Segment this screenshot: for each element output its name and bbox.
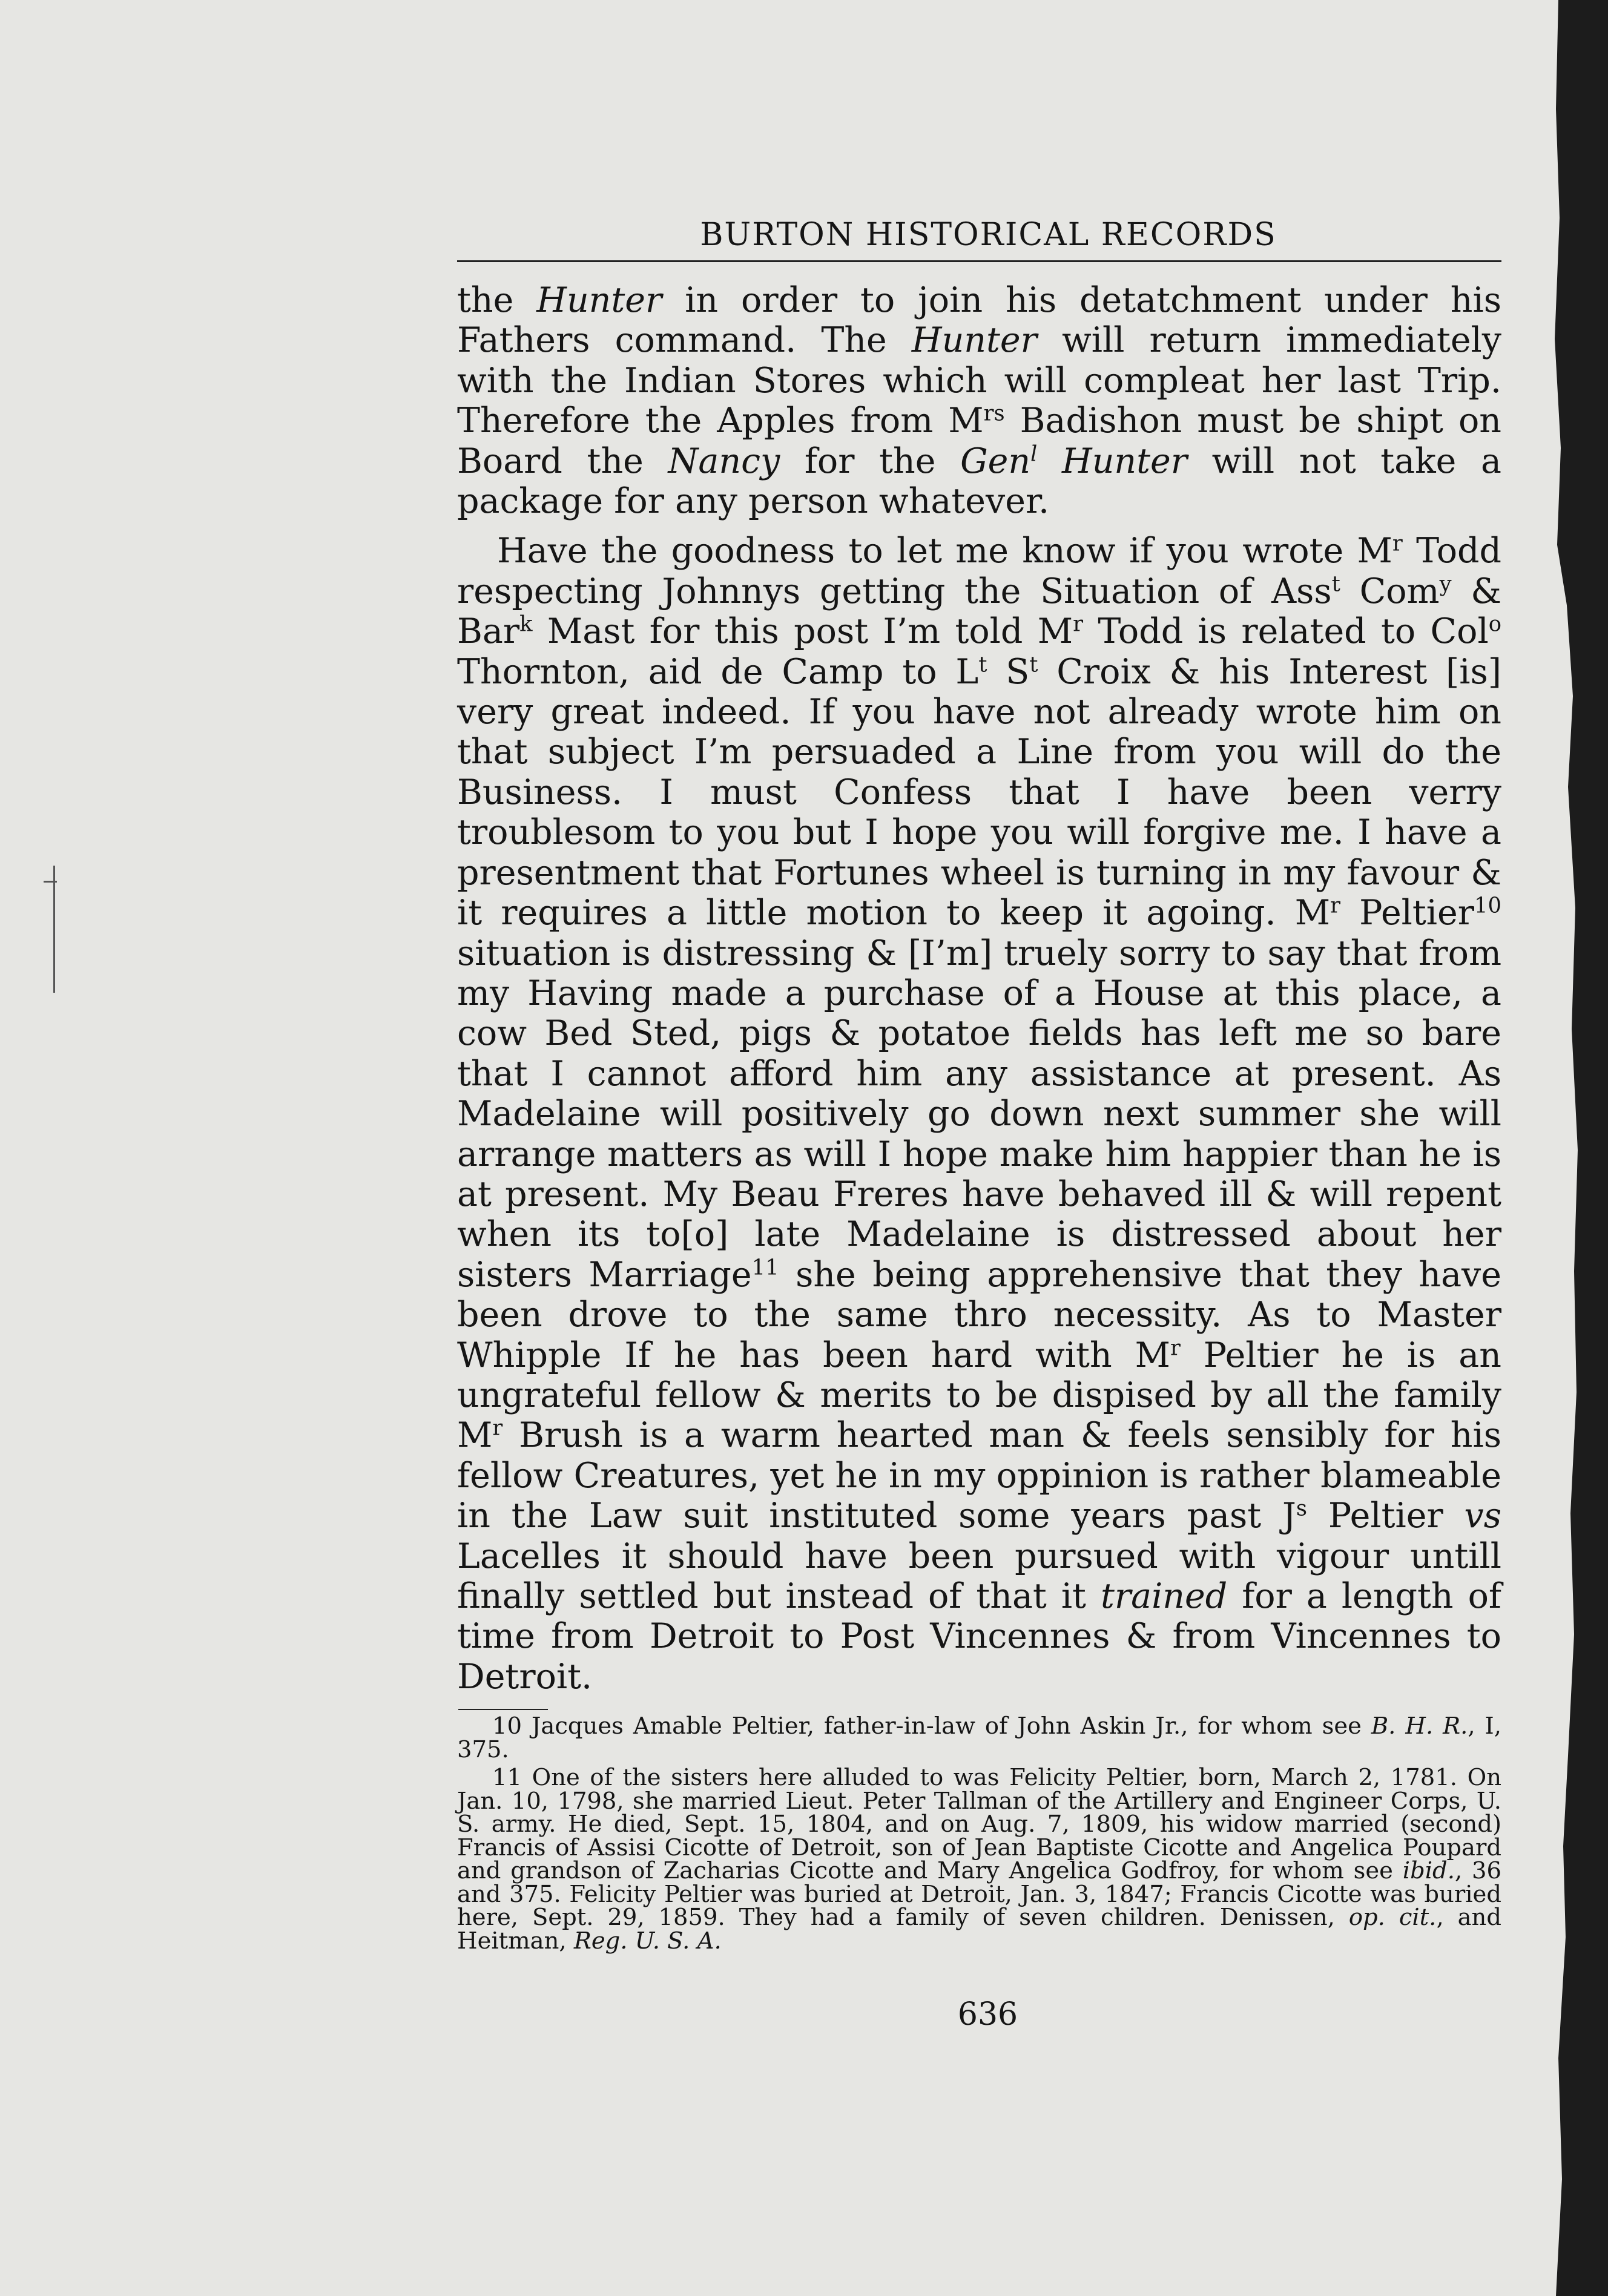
page-number: 636 [957,1996,1018,2033]
text-run: & Bar [457,571,1501,652]
superscript: y [1439,571,1452,597]
letter-text [457,280,1501,1697]
text-run: the [457,280,537,320]
italic-text: Nancy [668,441,780,481]
text-run: Peltier he is an ungrateful fellow & merits to be dispised by all the family M [457,1335,1502,1456]
text-run: Mast for this post I’m told M [532,611,1073,652]
superscript: l [1030,441,1038,467]
paper-crease [53,866,55,993]
body-paragraph [457,280,1501,521]
running-head: BURTON HISTORICAL RECORDS [700,217,1277,253]
text-run: Todd respecting Johnnys getting the Situation of Ass [457,531,1501,611]
italic-text: Hunter [1061,441,1187,481]
text-run: Badishon must be shipt on Board the [457,401,1501,481]
torn-page-edge [1550,0,1608,2296]
body-paragraph [457,531,1501,1697]
superscript: r [1392,531,1403,557]
italic-text: op. cit. [1348,1904,1437,1932]
superscript: r [1170,1335,1181,1361]
text-run: Lacelles it should have been pursued with vigour untill finally settled but instead of that it [457,1536,1501,1616]
text-run [1037,441,1062,481]
text-run: , 36 and 375. Felicity Peltier was buried at Detroit, Jan. 3, 1847; Francis Cicotte was buried here, Sept. 29, 1859. They had a family of seven children. Denissen, [457,1857,1502,1932]
italic-text: Hunter [536,280,662,320]
text-run: Com [1340,571,1440,611]
italic-text: Reg. U. S. A. [573,1927,722,1955]
italic-text: B. H. R. [1371,1712,1468,1740]
footnote-rule [458,1709,548,1710]
superscript: 11 [751,1255,779,1280]
paper-speck [44,881,57,883]
superscript: r [1330,893,1341,918]
book-page [457,206,1501,2033]
text-run: will return immediately with the Indian Stores which will compleat her last Trip. Therefore the Apples from M [457,320,1501,441]
superscript: o [1488,611,1501,637]
italic-text: ibid. [1402,1857,1455,1885]
superscript: r [492,1415,503,1441]
text-run: for the [780,441,961,481]
header-rule [457,260,1501,262]
text-run: S [987,651,1030,692]
text-run: Croix & his Interest [is] very great indeed. If you have not already wrote him on that subject I’m persuaded a Line from you will do the Business. I must Confess that I have been verry troublesom to you but I hope you will forgive me. I have a presentment that Fortunes wheel is turning in my favour & it requires a little motion to keep it agoing. M [457,651,1501,933]
text-run: for a length of time from Detroit to Post Vincennes & from Vincennes to Detroit. [457,1576,1501,1697]
superscript: k [519,611,533,637]
text-run: 10 Jacques Amable Peltier, father-in-law of John Askin Jr., for whom see [492,1712,1371,1740]
footnote-11 [457,1766,1501,1953]
italic-text: Gen [960,441,1031,481]
text-run: , and Heitman, [457,1904,1502,1955]
superscript: s [1296,1496,1308,1521]
text-run: Todd is related to Col [1082,611,1489,652]
superscript: r [1073,611,1083,637]
italic-text: trained [1100,1576,1228,1616]
text-run: Thornton, aid de Camp to L [457,651,979,692]
superscript: t [978,652,987,677]
superscript: 10 [1474,893,1501,918]
superscript: rs [983,401,1005,426]
italic-text: Hunter [911,320,1037,361]
italic-text: vs [1464,1496,1501,1536]
text-run: Have the goodness to let me know if you wrote M [497,531,1392,571]
text-run: , I, 375. [457,1712,1501,1763]
text-run: Brush is a warm hearted man & feels sensibly for his fellow Creatures, yet he in my oppinion is rather blameable in the Law suit instituted some years past J [457,1415,1501,1536]
footnotes [457,1712,1502,1955]
superscript: t [1029,652,1038,677]
footnote-10 [457,1712,1501,1763]
text-run: in order to join his detatchment under his Fathers command. The [457,280,1501,361]
text-run: will not take a package for any person whatever. [457,441,1502,522]
text-run: Peltier [1307,1496,1465,1536]
text-run: she being apprehensive that they have been drove to the same thro necessity. As to Master Whipple If he has been hard with M [457,1254,1501,1375]
superscript: t [1331,571,1340,597]
text-run: 11 One of the sisters here alluded to was Felicity Peltier, born, March 2, 1781. On Jan. 10, 1798, she married Lieut. Peter Tallman of the Artillery and Engineer Corps, U. S. army. He died, Sept. 15, 1804, and on Aug. 7, 1809, his widow married (second) Francis of Assisi Cicotte of Detroit, son of Jean Baptiste Cicotte and Angelica Poupard and grandson of Zacharias Cicotte and Mary Angelica Godfroy, for whom see [457,1764,1501,1885]
text-run: Peltier [1340,893,1475,933]
text-run: situation is distressing & [I’m] truely sorry to say that from my Having made a purchase of a House at this place, a cow Bed Sted, pigs & potatoe fields has left me so bare that I cannot afford him any assistance at present. As Madelaine will positively go down next summer she will arrange matters as will I hope make him happier than he is at present. My Beau Freres have behaved ill & will repent when its to[o] late Madelaine is distressed about her sisters Marriage [457,933,1501,1295]
